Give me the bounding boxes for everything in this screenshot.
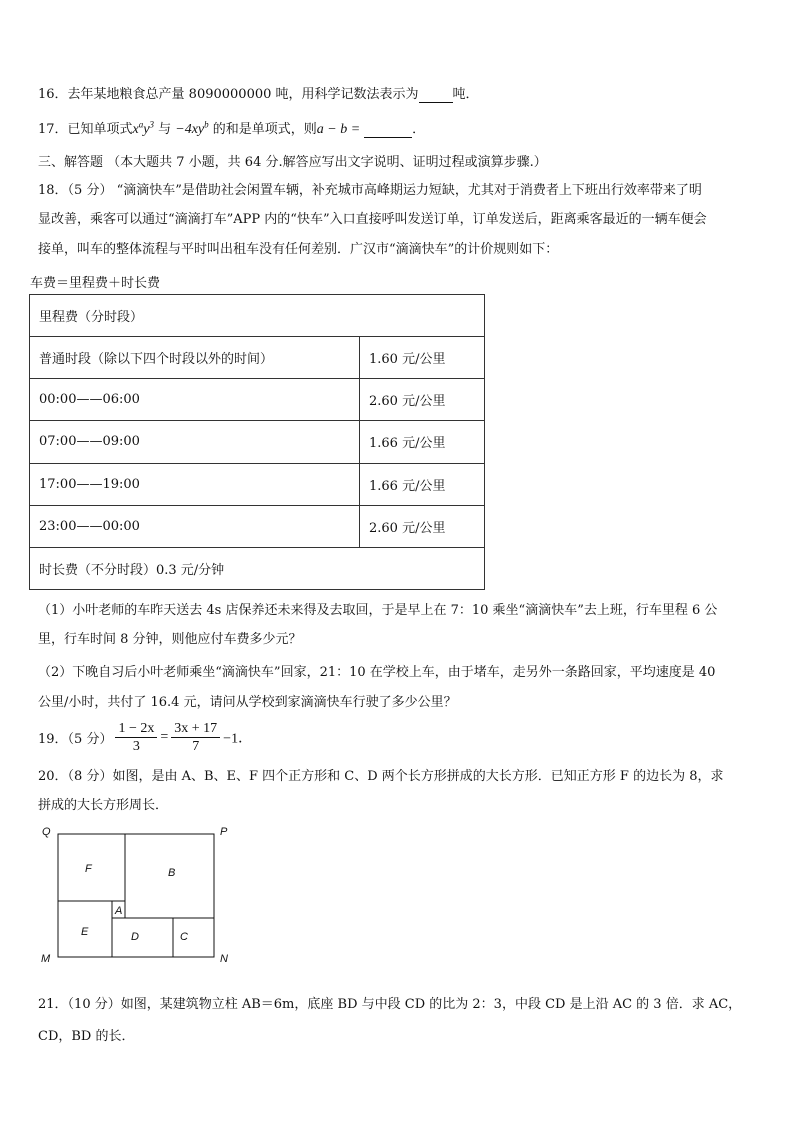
q17-answer-blank[interactable] xyxy=(364,122,412,138)
label-p: P xyxy=(220,826,228,838)
label-n: N xyxy=(220,953,228,965)
label-b: B xyxy=(168,867,176,879)
label-a: A xyxy=(115,905,123,917)
table-row xyxy=(30,505,485,547)
q18-line-2: 显改善，乘客可以通过“滴滴打车”APP 内的“快车”入口直接呼叫发送订单，订单发送后，距离乘客最近的一辆车便会 xyxy=(38,212,707,227)
q17-expression: a − b = xyxy=(316,122,361,137)
section-3-heading: 三、解答题 （本大题共 7 小题，共 64 分.解答应写出文字说明、证明过程或演算步骤.） xyxy=(38,155,547,170)
q18-part2-line-2: 公里/小时，共付了 16.4 元，请问从学校到家滴滴快车行驶了多少公里？ xyxy=(38,695,457,710)
table-row xyxy=(30,379,485,421)
q20-line-1: 20．（8 分）如图，是由 A、B、E、F 四个正方形和 C、D 两个长方形拼成的大长方形．已知正方形 F 的边长为 8，求 xyxy=(38,769,724,784)
q19-prefix: 19．（5 分） xyxy=(38,732,113,747)
price-cell: 2.60 元/公里 xyxy=(360,379,485,421)
q16-tail: 吨． xyxy=(452,87,479,102)
fare-table-header: 里程费（分时段） xyxy=(30,295,485,337)
q18-fare-formula: 车费＝里程费＋时长费 xyxy=(30,276,161,291)
q17-monomial-1: $x^ay^3$ xyxy=(132,119,154,137)
q19-lhs-fraction: $\frac{1 - 2x}{3}$ xyxy=(115,720,157,755)
q18-part1-line-1: （1）小叶老师的车昨天送去 4s 店保养还未来得及去取回，于是早上在 7：10 乘坐“滴滴快车”去上班，行车里程 6 公 xyxy=(38,603,718,618)
q21-line-2: CD，BD 的长． xyxy=(38,1029,135,1044)
q17-monomial-2: $-4xy^b$ xyxy=(175,119,209,137)
label-c: C xyxy=(180,931,188,943)
period-cell: 23:00——00:00 xyxy=(30,505,360,547)
fare-table xyxy=(29,294,485,590)
q18-part2-line-1: （2）下晚自习后小叶老师乘坐“滴滴快车”回家，21：10 在学校上车，由于堵车，走另外一条路回家，平均速度是 40 xyxy=(38,665,716,680)
q19-rhs-fraction: $\frac{3x + 17}{7}$ xyxy=(171,720,220,755)
q16-text: 16．去年某地粮食总产量 8090000000 吨，用科学记数法表示为 xyxy=(38,87,419,102)
table-row xyxy=(30,421,485,463)
price-cell: 1.66 元/公里 xyxy=(360,463,485,505)
table-row xyxy=(30,337,485,379)
label-q: Q xyxy=(42,826,51,838)
fare-table-header-row xyxy=(30,295,485,337)
q21-line-1: 21．（10 分）如图，某建筑物立柱 AB＝6m，底座 BD 与中段 CD 的比为 2：3，中段 CD 是上沿 AC 的 3 倍．求 AC， xyxy=(38,997,742,1012)
period-cell: 17:00——19:00 xyxy=(30,463,360,505)
price-cell: 1.60 元/公里 xyxy=(360,337,485,379)
fare-table-footer-row xyxy=(30,547,485,589)
label-m: M xyxy=(41,953,51,965)
question-17 xyxy=(38,118,425,138)
q20-line-2: 拼成的大长方形周长． xyxy=(38,798,169,813)
q18-line-1: 18．（5 分） “滴滴快车”是借助社会闲置车辆，补充城市高峰期运力短缺，尤其对于消费者上下班出行效率带来了明 xyxy=(38,183,702,198)
period-cell: 07:00——09:00 xyxy=(30,421,360,463)
table-row xyxy=(30,463,485,505)
price-cell: 2.60 元/公里 xyxy=(360,505,485,547)
price-cell: 1.66 元/公里 xyxy=(360,421,485,463)
period-cell: 00:00——06:00 xyxy=(30,379,360,421)
rectangle-figure xyxy=(38,823,238,965)
label-e: E xyxy=(81,926,89,938)
q17-mid: 与 xyxy=(153,122,176,137)
q19-tail: −1． xyxy=(223,731,253,747)
q17-end: ． xyxy=(412,122,426,137)
q19-equals: = xyxy=(160,729,169,745)
question-19 xyxy=(38,720,252,755)
q17-suffix: 的和是单项式，则 xyxy=(208,122,317,137)
question-16 xyxy=(38,83,479,103)
period-cell: 普通时段（除以下四个时段以外的时间） xyxy=(30,337,360,379)
label-d: D xyxy=(131,931,139,943)
q16-answer-blank[interactable] xyxy=(419,87,453,103)
q17-prefix: 17．已知单项式 xyxy=(38,122,133,137)
label-f: F xyxy=(85,863,92,875)
fare-table-footer: 时长费（不分时段）0.3 元/分钟 xyxy=(30,547,485,589)
q18-line-3: 接单，叫车的整体流程与平时叫出租车没有任何差别．广汉市“滴滴快车”的计价规则如下： xyxy=(38,242,559,257)
q18-part1-line-2: 里，行车时间 8 分钟，则他应付车费多少元？ xyxy=(38,632,302,647)
